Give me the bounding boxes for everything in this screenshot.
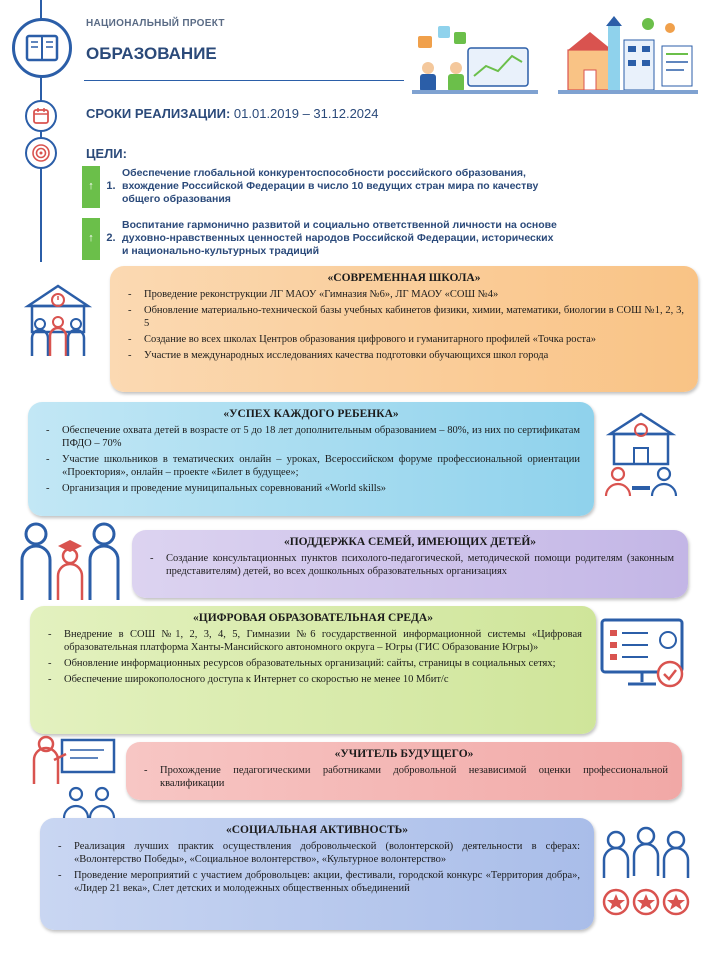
goal-item	[82, 166, 562, 208]
section-teacher-future	[126, 742, 682, 800]
goal-arrow-icon: ↑	[82, 218, 100, 260]
section-list-item: - Реализация лучших практик осуществления добровольческой (волонтерской) деятельности в сферах: «Волонтерство Победы», «Социальное волонтерство», «Культурное волонтерство»	[54, 840, 580, 866]
terms-label: СРОКИ РЕАЛИЗАЦИИ:	[86, 106, 231, 121]
project-title: ОБРАЗОВАНИЕ	[86, 44, 217, 63]
section-list-item: - Участие в международных исследованиях качества подготовки обучающихся школ города	[124, 349, 684, 362]
goal-number: 2.	[106, 232, 116, 244]
goal-item	[82, 218, 562, 260]
section-list-item: - Проведение реконструкции ЛГ МАОУ «Гимназия №6», ЛГ МАОУ «СОШ №4»	[124, 288, 684, 301]
section-list-item: - Обеспечение широкополосного доступа к Интернет со скоростью не менее 10 Мбит/с	[44, 673, 582, 686]
family-icon	[18, 520, 122, 602]
section-digital-environment	[30, 606, 596, 734]
section-title: «СОЦИАЛЬНАЯ АКТИВНОСТЬ»	[225, 824, 409, 836]
section-modern-school	[110, 266, 698, 392]
goals-label: ЦЕЛИ:	[86, 146, 127, 161]
goal-text: Обеспечение глобальной конкурентоспособности российского образования, вхождение Российской Федерации в число 10 ведущих стран мира по качеству общего образования	[122, 167, 539, 205]
goal-arrow-icon: ↑	[82, 166, 100, 208]
school-classroom-icon	[596, 408, 686, 500]
volunteers-stars-icon	[598, 826, 694, 922]
section-title: «УЧИТЕЛЬ БУДУЩЕГО»	[334, 748, 474, 760]
section-list-item: - Организация и проведение муниципальных соревнований «World skills»	[42, 482, 580, 495]
section-list-item: - Создание консультационных пунктов психолого-педагогической, методической помощи родителям (законным представителям) детей, во всех дошкольных образовательных организациях	[146, 552, 674, 578]
school-building-icon	[22, 280, 94, 360]
section-social-activity	[40, 818, 594, 930]
target-icon	[25, 137, 57, 169]
calendar-icon	[25, 100, 57, 132]
header-divider	[84, 80, 404, 81]
section-child-success	[28, 402, 594, 516]
education-scene-illustration	[408, 16, 700, 100]
section-list-item: - Прохождение педагогическими работниками добровольной независимой оценки профессиональной квалификации	[140, 764, 668, 790]
teacher-board-icon	[26, 734, 118, 822]
implementation-terms	[86, 106, 379, 121]
section-title: «ЦИФРОВАЯ ОБРАЗОВАТЕЛЬНАЯ СРЕДА»	[193, 612, 433, 624]
monitor-checklist-icon	[598, 616, 690, 690]
goal-text: Воспитание гармонично развитой и социально ответственной личности на основе духовно-нравственных ценностей народов Российской Федерации, исторических и национально-культурных традиций	[122, 219, 557, 257]
section-title: «ПОДДЕРЖКА СЕМЕЙ, ИМЕЮЩИХ ДЕТЕЙ»	[283, 536, 537, 548]
section-list-item: - Внедрение в СОШ №1, 2, 3, 4, 5, Гимназии №6 государственной информационной системы «Цифровая образовательная платформа Ханты-Мансийского автономного округа – Югры (ГИС Образование Югры)»	[44, 628, 582, 654]
section-list-item: - Участие школьников в тематических онлайн – уроках, Всероссийском форуме профессиональной ориентации «Проектория», онлайн – проекте «Билет в будущее»;	[42, 453, 580, 479]
section-list-item: - Обеспечение охвата детей в возрасте от 5 до 18 лет дополнительным образованием – 80%, из них по сертификатам ПФДО – 70%	[42, 424, 580, 450]
section-list-item: - Проведение мероприятий с участием добровольцев: акции, фестивали, городской конкурс «Территория добра», «Лидер 21 века», Слет детских и молодежных общественных объединений	[54, 869, 580, 895]
goal-number: 1.	[106, 180, 116, 192]
project-label: НАЦИОНАЛЬНЫЙ ПРОЕКТ	[86, 18, 225, 29]
terms-value: 01.01.2019 – 31.12.2024	[230, 106, 379, 121]
section-list-item: - Создание во всех школах Центров образования цифрового и гуманитарного профилей «Точка роста»	[124, 333, 684, 346]
section-title: «УСПЕХ КАЖДОГО РЕБЕНКА»	[223, 408, 399, 420]
section-family-support	[132, 530, 688, 598]
book-icon	[12, 18, 72, 78]
section-title: «СОВРЕМЕННАЯ ШКОЛА»	[327, 272, 481, 284]
section-list-item: - Обновление информационных ресурсов образовательных организаций: сайты, страницы в социальных сетях;	[44, 657, 582, 670]
section-list-item: - Обновление материально-технической базы учебных кабинетов физики, химии, математики, биологии в СОШ №1, 2, 3, 5	[124, 304, 684, 330]
